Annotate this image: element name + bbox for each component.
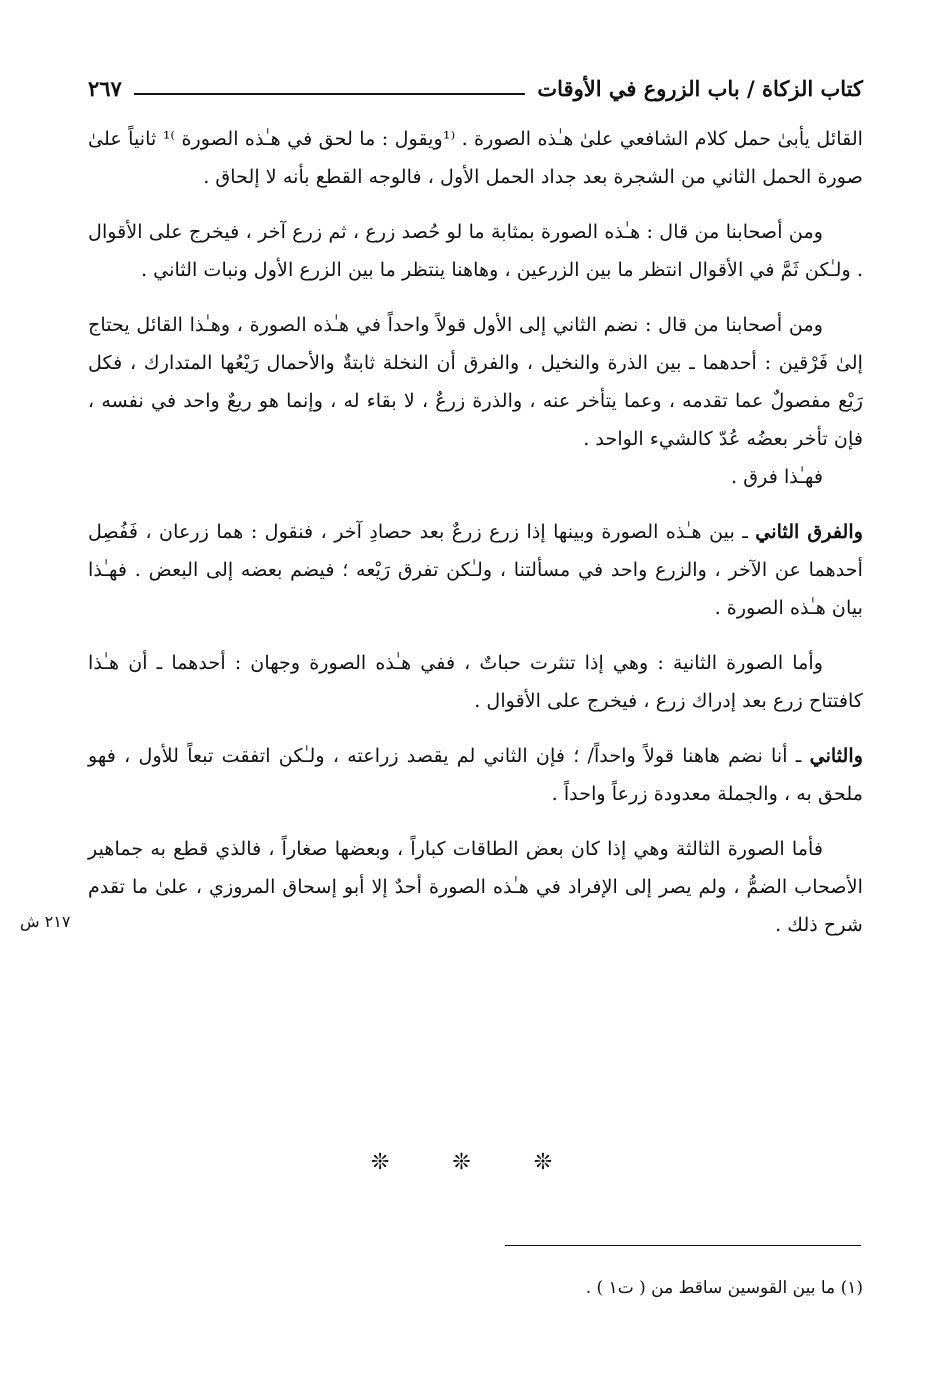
paragraph-text: فهـٰذا فرق . <box>731 465 823 488</box>
main-text <box>88 120 863 961</box>
paragraph-lead: والفرق الثاني <box>755 520 863 543</box>
header-title: كتاب الزكاة / باب الزروع في الأوقات <box>537 75 863 101</box>
paragraph-text: ـ أنا نضم هاهنا قولاً واحداً/ ؛ فإن الثاني لم يقصد زراعته ، ولـٰكن اتفقت تبعاً للأول ، فهو ملحق به ، والجملة معدودة زرعاً واحداً . <box>88 744 863 805</box>
paragraph-7 <box>88 737 863 813</box>
paragraph-text: وأما الصورة الثانية : وهي إذا تنثرت حباتٌ ، ففي هـٰذه الصورة وجهان : أحدهما ـ أن هـٰذا كافتتاح زرع بعد إدراك زرع ، فيخرج على الأقوال . <box>88 651 863 712</box>
paragraph-text: ومن أصحابنا من قال : هـٰذه الصورة بمثابة ما لو حُصد زرع ، ثم زرع آخر ، فيخرج على الأقوال . ولـٰكن ثَمَّ في الأقوال انتظر ما بين الزرعين ، وهاهنا ينتظر ما بين الزرع الأول ونبات الثاني . <box>88 220 863 281</box>
paragraph-text: ومن أصحابنا من قال : نضم الثاني إلى الأول قولاً واحداً في هـٰذه الصورة ، وهـٰذا القائل يحتاج إلىٰ فَرْقين : أحدهما ـ بين الذرة والنخيل ، والفرق أن النخلة ثابتةٌ والأحمال رَيْعُها المتدارك ، فكل رَيْع مفصولٌ عما تقدمه ، وعما يتأخر عنه ، والذرة زرعٌ ، لا بقاء له ، وإنما هو ريعٌ واحد في نفسه ، فإن تأخر بعضُه عُدّ كالشيء الواحد . <box>88 313 863 450</box>
paragraph-6 <box>88 644 863 720</box>
paragraph-text: ـ بين هـٰذه الصورة وبينها إذا زرع زرعٌ بعد حصادِ آخر ، فنقول : هما زرعان ، فَفُصِل أحدهما عن الآخر ، والزرع واحد في مسألتنا ، ولـٰكن تفرق رَيْعه ؛ فيضم بعضه إلى البعض . فهـٰذا بيان هـٰذه الصورة . <box>88 520 863 619</box>
page-number: ٢٦٧ <box>88 75 122 101</box>
paragraph-5 <box>88 513 863 627</box>
paragraph-4 <box>88 458 863 496</box>
running-header <box>88 68 863 108</box>
paragraph-1 <box>88 120 863 196</box>
header-rule <box>134 93 526 95</box>
paragraph-2 <box>88 213 863 289</box>
footnote-rule <box>505 1245 861 1246</box>
manuscript-margin-note: ٢١٧ ش <box>20 912 71 931</box>
footnote: (١) ما بين القوسين ساقط من ( ت١ ) . <box>585 1278 863 1298</box>
paragraph-3 <box>88 306 863 458</box>
paragraph-lead: والثاني <box>809 744 863 767</box>
paragraph-8 <box>88 830 863 944</box>
paragraph-text: فأما الصورة الثالثة وهي إذا كان بعض الطاقات كباراً ، وبعضها صغاراً ، فالذي قطع به جماهير الأصحاب الضمُّ ، ولم يصر إلى الإفراد في هـٰذه الصورة أحدٌ إلا أبو إسحاق المروزي ، علىٰ ما تقدم شرح ذلك . <box>88 837 863 936</box>
section-separator: ❊ ❊ ❊ <box>370 1150 581 1175</box>
paragraph-text: القائل يأبىٰ حمل كلام الشافعي علىٰ هـٰذه الصورة . ⁽¹ويقول : ما لحق في هـٰذه الصورة ⁾¹ ثانياً علىٰ صورة الحمل الثاني من الشجرة بعد جداد الحمل الأول ، فالوجه القطع بأنه لا إلحاق . <box>88 127 863 188</box>
